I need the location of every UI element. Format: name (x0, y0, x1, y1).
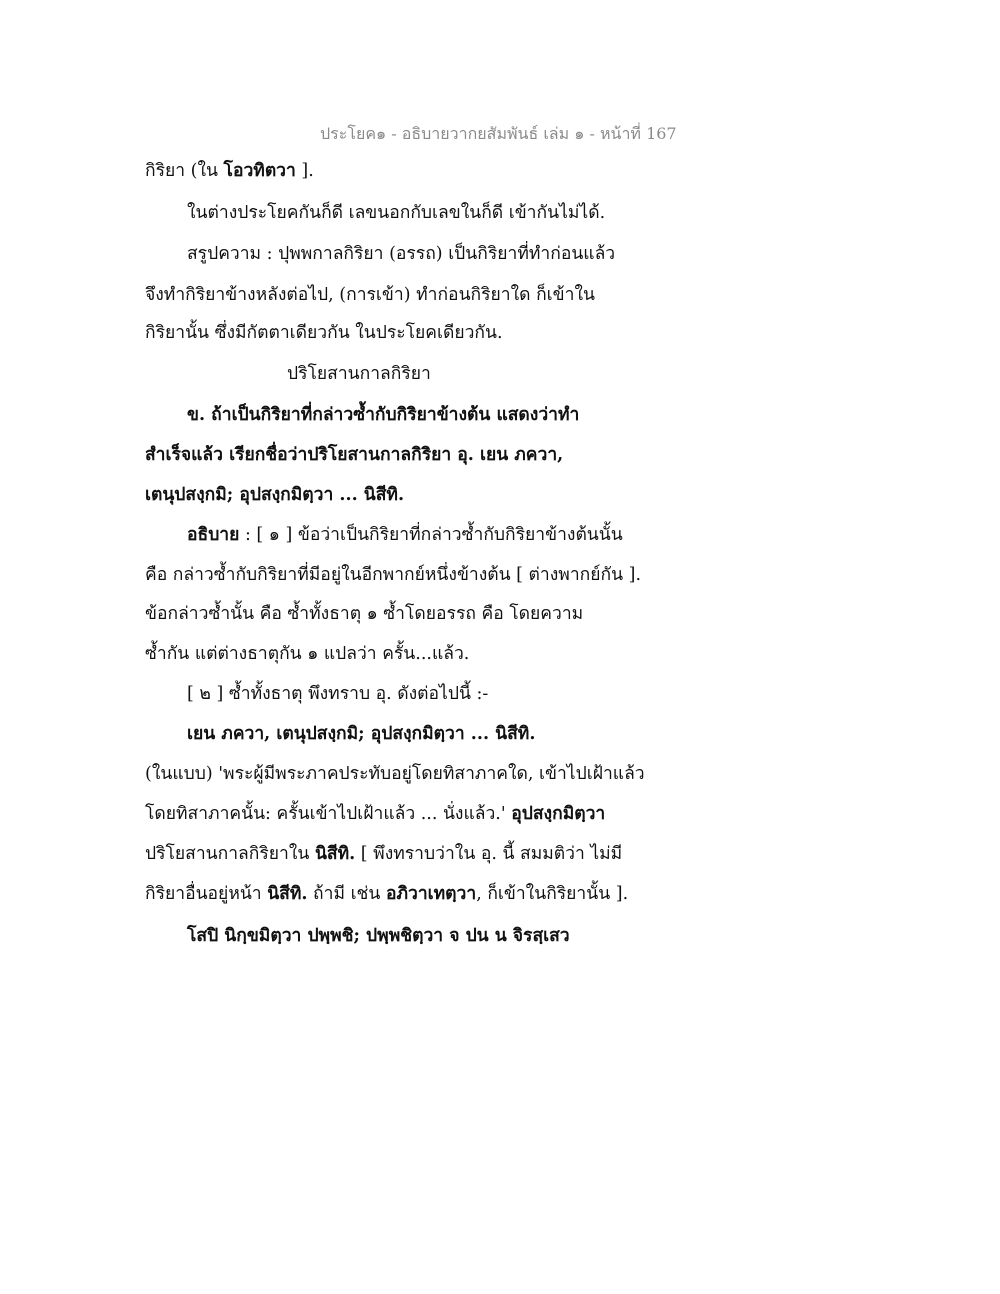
text-line-19: โสปิ นิกฺขมิตฺวา ปพฺพชิ; ปพฺพชิตฺวา จ ปน น จิรสฺเสว (187, 926, 570, 946)
text-line-6: ข. ถ้าเป็นกิริยาที่กล่าวซ้ำกับกิริยาข้างต้น แสดงว่าทำ (187, 405, 580, 425)
bold-term: อธิบาย (187, 525, 240, 545)
running-header: ประโยค๑ - อธิบายวากยสัมพันธ์ เล่ม ๑ - หน้าที่ 167 (320, 124, 677, 143)
text-line-10: คือ กล่าวซ้ำกับกิริยาที่มีอยู่ในอีกพากย์หนึ่งข้างต้น [ ต่างพากย์กัน ]. (145, 565, 642, 585)
text-run: กิริยาอื่นอยู่หน้า (145, 884, 268, 904)
text-line-7: สำเร็จแล้ว เรียกชื่อว่าปริโยสานกาลกิริยา อุ. เยน ภควา, (145, 445, 564, 465)
bold-term: นิสีทิ. (314, 844, 356, 864)
text-line-18 (145, 886, 628, 904)
text-line-3: สรูปความ : ปุพพกาลกิริยา (อรรถ) เป็นกิริยาที่ทำก่อนแล้ว (187, 244, 616, 264)
text-run: กิริยา (ใน (145, 161, 224, 181)
text-line-17 (145, 846, 622, 864)
text-line-16 (145, 806, 605, 824)
text-line-4: จึงทำกิริยาข้างหลังต่อไป, (การเข้า) ทำก่อนกิริยาใด ก็เข้าใน (145, 285, 595, 305)
text-line-14: เยน ภควา, เตนุปสงฺกมิ; อุปสงฺกมิตฺวา ... นิสีทิ. (187, 724, 536, 744)
text-run: [ พึงทราบว่าใน อุ. นี้ สมมติว่า ไม่มี (355, 844, 623, 864)
section-heading: ปริโยสานกาลกิริยา (287, 364, 431, 384)
text-line-13: [ ๒ ] ซ้ำทั้งธาตุ พึงทราบ อุ. ดังต่อไปนี้ :- (187, 684, 489, 704)
text-run: โดยทิสาภาคนั้น: ครั้นเข้าไปเฝ้าแล้ว ... นั่งแล้ว.' (145, 804, 512, 824)
bold-term: อภิวาเทตฺวา (385, 884, 477, 904)
bold-term: อุปสงฺกมิตฺวา (511, 804, 606, 824)
text-line-11: ข้อกล่าวซ้ำนั้น คือ ซ้ำทั้งธาตุ ๑ ซ้ำโดยอรรถ คือ โดยความ (145, 604, 584, 624)
text-line-5: กิริยานั้น ซึ่งมีกัตตาเดียวกัน ในประโยคเดียวกัน. (145, 323, 503, 343)
text-line-2: ในต่างประโยคกันก็ดี เลขนอกกับเลขในก็ดี เข้ากันไม่ได้. (187, 203, 606, 223)
text-run: , ก็เข้าในกิริยานั้น ]. (476, 884, 629, 904)
bold-term: โอวทิตวา (223, 161, 296, 181)
text-run: ]. (295, 161, 314, 181)
text-line-15: (ในแบบ) 'พระผู้มีพระภาคประทับอยู่โดยทิสาภาคใด, เข้าไปเฝ้าแล้ว (145, 764, 645, 784)
text-run: ถ้ามี เช่น (307, 884, 386, 904)
bold-term: นิสีทิ. (267, 884, 308, 904)
text-line-12: ซ้ำกัน แต่ต่างธาตุกัน ๑ แปลว่า ครั้น...แล้ว. (145, 644, 470, 664)
text-line-9 (187, 527, 623, 545)
text-run: : [ ๑ ] ข้อว่าเป็นกิริยาที่กล่าวซ้ำกับกิริยาข้างต้นนั้น (239, 525, 623, 545)
text-line-8: เตนุปสงฺกมิ; อุปสงฺกมิตฺวา ... นิสีทิ. (145, 485, 405, 505)
text-line-1 (145, 163, 314, 181)
text-run: ปริโยสานกาลกิริยาใน (145, 844, 315, 864)
